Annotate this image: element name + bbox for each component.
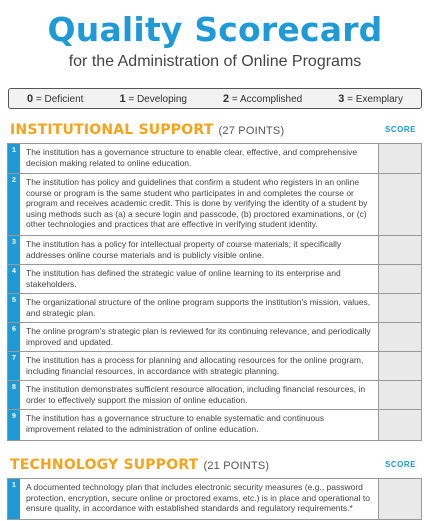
section-points: (21 POINTS)	[203, 460, 270, 472]
criterion-row	[8, 323, 421, 352]
score-column-label: SCORE	[385, 460, 416, 469]
criterion-text: The institution has a process for planning and allocating resources for the online program, including financial resources, in accordance with strategic planning.	[20, 352, 379, 380]
criterion-number: 8	[8, 381, 20, 409]
criterion-number: 2	[8, 174, 20, 235]
score-column-label: SCORE	[385, 125, 416, 134]
score-cell[interactable]	[379, 381, 421, 409]
criterion-row	[8, 236, 421, 265]
criterion-text: The institution demonstrates sufficient resource allocation, including financial resources, in order to effectively support the mission of online education.	[20, 381, 379, 409]
section-title: INSTITUTIONAL SUPPORT (27 POINTS)	[10, 122, 285, 138]
section-header-technology-support	[8, 457, 422, 475]
rating-legend	[8, 88, 422, 109]
criterion-number: 4	[8, 265, 20, 293]
section-title: TECHNOLOGY SUPPORT (21 POINTS)	[10, 457, 270, 473]
page-subtitle: for the Administration of Online Programs	[68, 53, 362, 70]
criterion-row	[8, 265, 421, 294]
score-cell[interactable]	[379, 410, 421, 440]
criterion-row	[8, 352, 421, 381]
criterion-row	[8, 144, 421, 174]
score-cell[interactable]	[379, 144, 421, 173]
legend-item-developing: 1 = Developing	[119, 92, 187, 105]
criterion-text: The online program's strategic plan is reviewed for its continuing relevance, and periodically improved and updated.	[20, 323, 379, 351]
criterion-text: The institution has a governance structure to enable systematic and continuous improvement related to the administration of online education.	[20, 410, 379, 440]
criterion-text: The institution has policy and guidelines that confirm a student who registers in an online course or program is the same student who participates in and completes the course or program and receives academic credit. This is done by verifying the identity of a student by using methods such as (a) a secure login and passcode, (b) proctored examinations, or (c) other technologies and practices that are effective in verifying student identity.	[20, 174, 379, 235]
score-cell[interactable]	[379, 479, 421, 519]
criterion-row	[8, 294, 421, 323]
criterion-row	[8, 479, 421, 519]
criterion-text: The organizational structure of the online program supports the institution's mission, values, and strategic plan.	[20, 294, 379, 322]
score-cell[interactable]	[379, 265, 421, 293]
criterion-row	[8, 174, 421, 236]
score-cell[interactable]	[379, 236, 421, 264]
criterion-number: 1	[8, 479, 20, 519]
section-header-institutional-support	[8, 122, 422, 140]
criterion-text: A documented technology plan that includes electronic security measures (e.g., password protection, encryption, secure online or proctored exams, etc.) is in place and operational to ensure quality, in accordance with established standards and regulatory requirements.*	[20, 479, 379, 519]
score-cell[interactable]	[379, 323, 421, 351]
criterion-number: 6	[8, 323, 20, 351]
legend-item-deficient: 0 = Deficient	[27, 92, 84, 105]
criterion-text: The institution has a policy for intellectual property of course materials; it specifically addresses online course materials and is publicly visible online.	[20, 236, 379, 264]
page-title: Quality Scorecard	[47, 10, 383, 49]
criteria-table-technology-support	[7, 478, 422, 520]
criterion-text: The institution has a governance structure to enable clear, effective, and comprehensive decision making related to online education.	[20, 144, 379, 173]
score-cell[interactable]	[379, 174, 421, 235]
criterion-number: 7	[8, 352, 20, 380]
criteria-table-institutional-support	[7, 143, 422, 441]
criterion-row	[8, 381, 421, 410]
legend-item-exemplary: 3 = Exemplary	[338, 92, 403, 105]
criterion-number: 1	[8, 144, 20, 173]
criterion-number: 5	[8, 294, 20, 322]
score-cell[interactable]	[379, 294, 421, 322]
criterion-number: 9	[8, 410, 20, 440]
criterion-text: The institution has defined the strategic value of online learning to its enterprise and stakeholders.	[20, 265, 379, 293]
legend-item-accomplished: 2 = Accomplished	[223, 92, 303, 105]
score-cell[interactable]	[379, 352, 421, 380]
section-points: (27 POINTS)	[218, 125, 285, 137]
criterion-row	[8, 410, 421, 440]
criterion-number: 3	[8, 236, 20, 264]
